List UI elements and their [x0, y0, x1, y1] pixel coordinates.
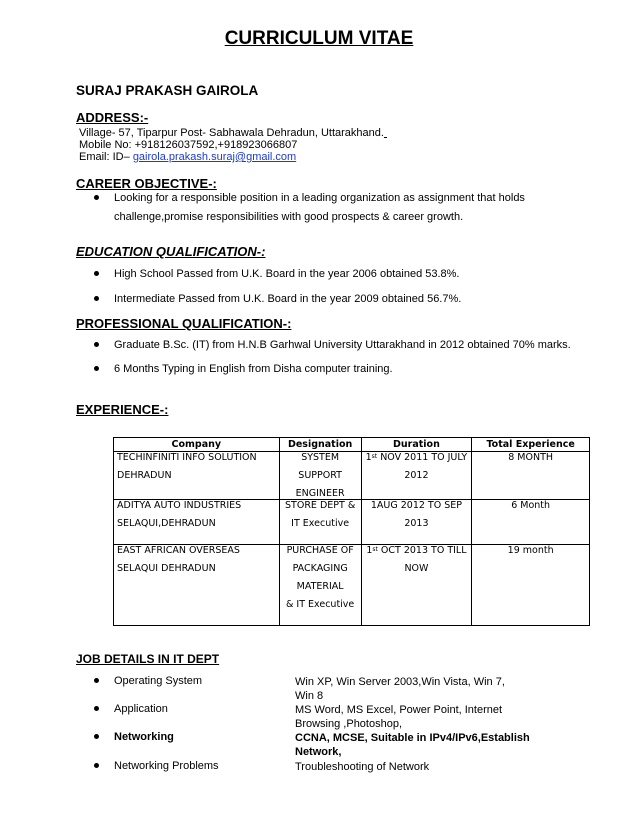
duration-cell: 1st OCT 2013 TO TILL NOW [361, 545, 472, 626]
email-line [79, 151, 296, 163]
professional-item: Graduate B.Sc. (IT) from H.N.B Garhwal University Uttarakhand in 2012 obtained 70% marks. [114, 339, 571, 351]
total-experience-cell: 19 month [472, 545, 590, 626]
experience-table [113, 437, 590, 626]
designation-cell: STORE DEPT & IT Executive [279, 500, 361, 545]
job-detail-value: CCNA, MCSE, Suitable in IPv4/IPv6,Establish Network, [295, 732, 530, 758]
job-detail-value: Troubleshooting of Network [295, 761, 430, 773]
total-experience-cell: 8 MONTH [472, 452, 590, 500]
education-item: Intermediate Passed from U.K. Board in the year 2009 obtained 56.7%. [114, 293, 462, 305]
address-heading: ADDRESS:- [76, 110, 149, 125]
company-cell: EAST AFRICAN OVERSEAS SELAQUI DEHRADUN [114, 545, 280, 626]
candidate-name: SURAJ PRAKASH GAIROLA [76, 83, 259, 98]
designation-cell: SYSTEM SUPPORT ENGINEER [279, 452, 361, 500]
column-header-designation: Designation [279, 438, 361, 452]
bullet-icon [94, 342, 99, 347]
column-header-company: Company [114, 438, 280, 452]
page-title: CURRICULUM VITAE [224, 28, 414, 49]
table-row [114, 452, 590, 500]
education-heading: EDUCATION QUALIFICATION-: [76, 244, 266, 259]
bullet-icon [94, 678, 99, 683]
duration-cell: 1AUG 2012 TO SEP 2013 [361, 500, 472, 545]
education-item: High School Passed from U.K. Board in the year 2006 obtained 53.8%. [114, 268, 460, 280]
professional-heading: PROFESSIONAL QUALIFICATION-: [76, 316, 292, 331]
total-experience-cell: 6 Month [472, 500, 590, 545]
job-detail-label: Networking [114, 731, 174, 743]
bullet-icon [94, 734, 99, 739]
address-line: Village- 57, Tiparpur Post- Sabhawala Dehradun, Uttarakhand. [79, 127, 384, 139]
job-detail-value: Win XP, Win Server 2003,Win Vista, Win 7, Win 8 [295, 676, 505, 702]
table-row [114, 500, 590, 545]
mobile-line: Mobile No: +918126037592,+918923066807 [79, 139, 298, 151]
career-heading: CAREER OBJECTIVE-: [76, 176, 217, 191]
bullet-icon [94, 195, 99, 200]
email-label: Email: ID– [79, 151, 130, 163]
bullet-icon [94, 366, 99, 371]
experience-heading: EXPERIENCE-: [76, 402, 169, 417]
job-detail-label: Operating System [114, 675, 203, 687]
job-details-heading: JOB DETAILS IN IT DEPT [76, 652, 220, 666]
job-detail-label: Application [114, 703, 168, 715]
job-detail-label: Networking Problems [114, 760, 219, 772]
company-cell: TECHINFINITI INFO SOLUTION DEHRADUN [114, 452, 280, 500]
bullet-icon [94, 296, 99, 301]
bullet-icon [94, 706, 99, 711]
bullet-icon [94, 763, 99, 768]
column-header-total-experience: Total Experience [472, 438, 590, 452]
table-row [114, 545, 590, 626]
job-detail-value: MS Word, MS Excel, Power Point, Internet Browsing ,Photoshop, [295, 704, 503, 730]
professional-item: 6 Months Typing in English from Disha computer training. [114, 363, 393, 375]
career-text-line-1: Looking for a responsible position in a leading organization as assignment that holds [114, 192, 525, 204]
table-header-row [114, 438, 590, 452]
company-cell: ADITYA AUTO INDUSTRIES SELAQUI,DEHRADUN [114, 500, 280, 545]
duration-cell: 1st NOV 2011 TO JULY 2012 [361, 452, 472, 500]
career-text-line-2: challenge,promise responsibilities with good prospects & career growth. [114, 211, 464, 223]
designation-cell: PURCHASE OF PACKAGING MATERIAL & IT Executive [279, 545, 361, 626]
column-header-duration: Duration [361, 438, 472, 452]
bullet-icon [94, 271, 99, 276]
email-link[interactable]: gairola.prakash.suraj@gmail.com [132, 151, 297, 163]
